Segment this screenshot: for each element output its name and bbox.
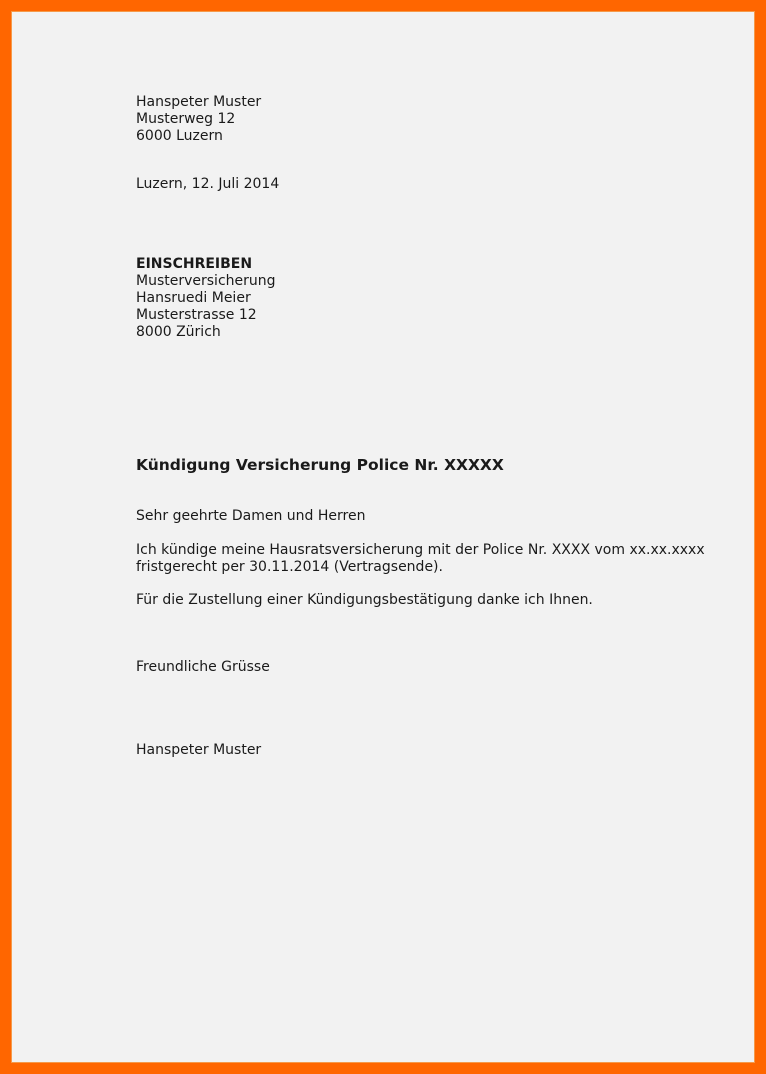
sender-city: 6000 Luzern xyxy=(136,128,223,144)
recipient-street: Musterstrasse 12 xyxy=(136,307,257,323)
signature: Hanspeter Muster xyxy=(136,742,262,758)
body-line-2: fristgerecht per 30.11.2014 (Vertragsende). xyxy=(136,559,443,575)
signature-block xyxy=(136,742,261,759)
sender-name: Hanspeter Muster xyxy=(136,94,262,110)
closing: Freundliche Grüsse xyxy=(136,659,270,675)
recipient-contact: Hansruedi Meier xyxy=(136,290,251,306)
body-line-1: Ich kündige meine Hausratsversicherung mit der Police Nr. XXXX vom xx.xx.xxxx xyxy=(136,542,705,558)
recipient-city: 8000 Zürich xyxy=(136,324,221,340)
sender-street: Musterweg 12 xyxy=(136,111,236,127)
letter-page xyxy=(11,11,755,1063)
salutation-block xyxy=(136,508,365,525)
body-paragraph-1 xyxy=(136,542,705,576)
salutation: Sehr geehrte Damen und Herren xyxy=(136,508,366,524)
subject-line: Kündigung Versicherung Police Nr. XXXXX xyxy=(136,456,504,474)
body-line-3: Für die Zustellung einer Kündigungsbestätigung danke ich Ihnen. xyxy=(136,592,593,608)
closing-block xyxy=(136,659,270,676)
delivery-type: EINSCHREIBEN xyxy=(136,256,253,272)
subject-block xyxy=(136,456,504,475)
recipient-company: Musterversicherung xyxy=(136,273,276,289)
date-line: Luzern, 12. Juli 2014 xyxy=(136,176,280,192)
date-block xyxy=(136,176,279,193)
recipient-address xyxy=(136,256,276,341)
sender-address xyxy=(136,94,261,145)
body-paragraph-2 xyxy=(136,592,593,609)
